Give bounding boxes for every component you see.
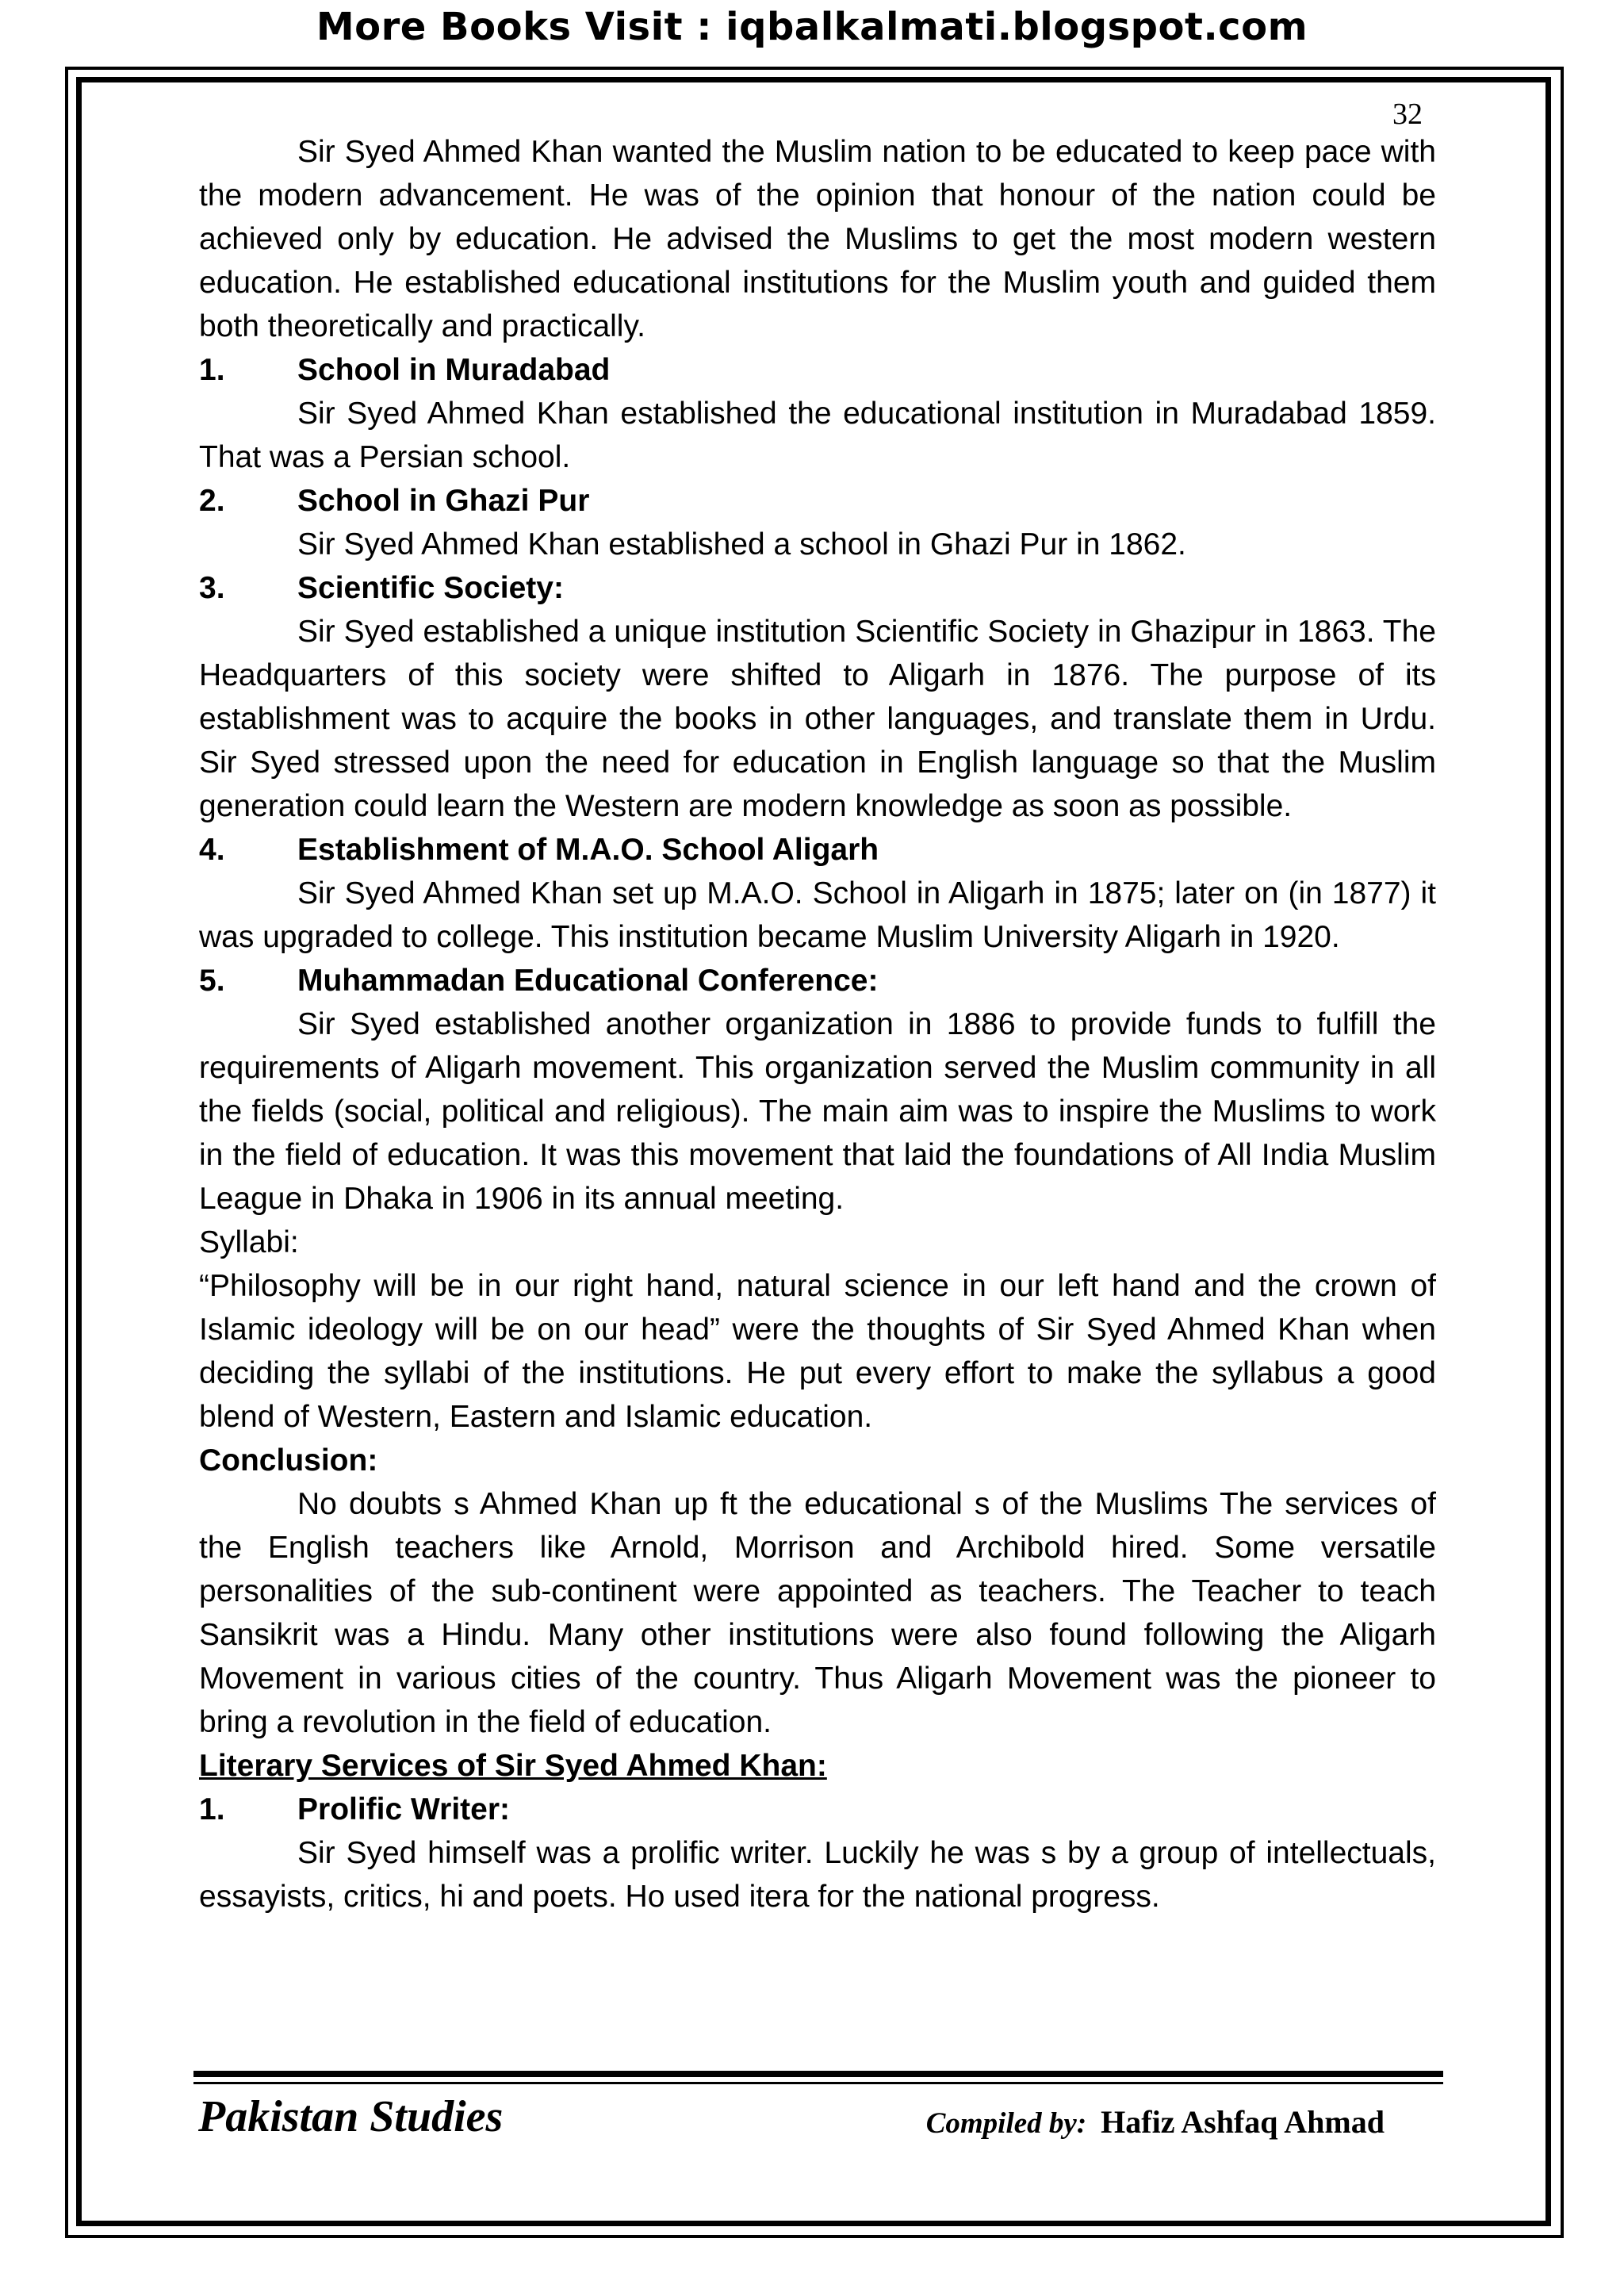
footer-rule-thick	[193, 2071, 1443, 2077]
syllabi-label: Syllabi:	[199, 1225, 299, 1259]
section-title: Establishment of M.A.O. School Aligarh	[297, 833, 879, 867]
section-paragraph-4: Sir Syed Ahmed Khan set up M.A.O. School in Aligarh in 1875; later on (in 1877) it was upgraded to college. This institution became Muslim University Aligarh in 1920.	[199, 876, 1436, 954]
section-title: Prolific Writer:	[297, 1792, 510, 1826]
section-paragraph-2: Sir Syed Ahmed Khan established a school in Ghazi Pur in 1862.	[297, 527, 1186, 562]
literary-subheading-1	[199, 1788, 1436, 1831]
section-paragraph-3: Sir Syed established a unique institution Scientific Society in Ghazipur in 1863. The Headquarters of this society were shifted to Aligarh in 1876. The purpose of its establishment was to acquire the books in other languages, and translate them in Urdu. Sir Syed stressed upon the need for education in English language so that the Muslim generation could learn the Western are modern knowledge as soon as possible.	[199, 615, 1436, 823]
literary-services-heading: Literary Services of Sir Syed Ahmed Khan:	[199, 1749, 827, 1783]
section-number: 4.	[199, 833, 225, 867]
section-title: Scientific Society:	[297, 571, 564, 605]
website-banner: More Books Visit : iqbalkalmati.blogspot.com	[316, 5, 1308, 49]
footer-book-title: Pakistan Studies	[198, 2092, 504, 2141]
intro-paragraph: Sir Syed Ahmed Khan wanted the Muslim nation to be educated to keep pace with the modern advancement. He was of the opinion that honour of the nation could be achieved only by education. He advised the Muslims to get the most modern western education. He established educational institutions for the Muslim youth and guided them both theoretically and practically.	[199, 135, 1436, 343]
footer-rule-thin	[193, 2082, 1443, 2084]
section-heading-5	[199, 959, 1436, 1002]
section-number: 5.	[199, 964, 225, 998]
footer-credit	[926, 2103, 1385, 2141]
section-heading-4	[199, 828, 1436, 872]
section-number: 3.	[199, 571, 225, 605]
page-number: 32	[1392, 98, 1423, 131]
literary-paragraph-1: Sir Syed himself was a prolific writer. Luckily he was s by a group of intellectuals, essayists, critics, hi and poets. Ho used itera for the national progress.	[199, 1836, 1436, 1914]
section-heading-3	[199, 566, 1436, 610]
section-paragraph-1: Sir Syed Ahmed Khan established the educational institution in Muradabad 1859. That was a Persian school.	[199, 397, 1436, 474]
compiled-by-label: Compiled by:	[925, 2107, 1087, 2140]
conclusion-label: Conclusion:	[199, 1443, 378, 1478]
page-content	[199, 130, 1436, 1918]
section-heading-2	[199, 479, 1436, 523]
author-name: Hafiz Ashfaq Ahmad	[1101, 2104, 1385, 2140]
section-title: School in Muradabad	[297, 353, 611, 387]
section-number: 1.	[199, 353, 225, 387]
section-heading-1	[199, 348, 1436, 392]
syllabi-paragraph: “Philosophy will be in our right hand, natural science in our left hand and the crown of Islamic ideology will be on our head” were the thoughts of Sir Syed Ahmed Khan when deciding the syllabi of the institutions. He put every effort to make the syllabus a good blend of Western, Eastern and Islamic education.	[199, 1269, 1436, 1434]
section-paragraph-5: Sir Syed established another organization in 1886 to provide funds to fulfill the requirements of Aligarh movement. This organization served the Muslim community in all the fields (social, political and religious). The main aim was to inspire the Muslims to work in the field of education. It was this movement that laid the foundations of All India Muslim League in Dhaka in 1906 in its annual meeting.	[199, 1007, 1436, 1216]
section-title: Muhammadan Educational Conference:	[297, 964, 879, 998]
conclusion-paragraph: No doubts s Ahmed Khan up ft the educational s of the Muslims The services of the English teachers like Arnold, Morrison and Archibold hired. Some versatile personalities of the sub-continent were appointed as teachers. The Teacher to teach Sansikrit was a Hindu. Many other institutions were also found following the Aligarh Movement in various cities of the country. Thus Aligarh Movement was the pioneer to bring a revolution in the field of education.	[199, 1487, 1436, 1739]
section-title: School in Ghazi Pur	[297, 484, 590, 518]
section-number: 2.	[199, 484, 225, 518]
section-number: 1.	[199, 1792, 225, 1826]
